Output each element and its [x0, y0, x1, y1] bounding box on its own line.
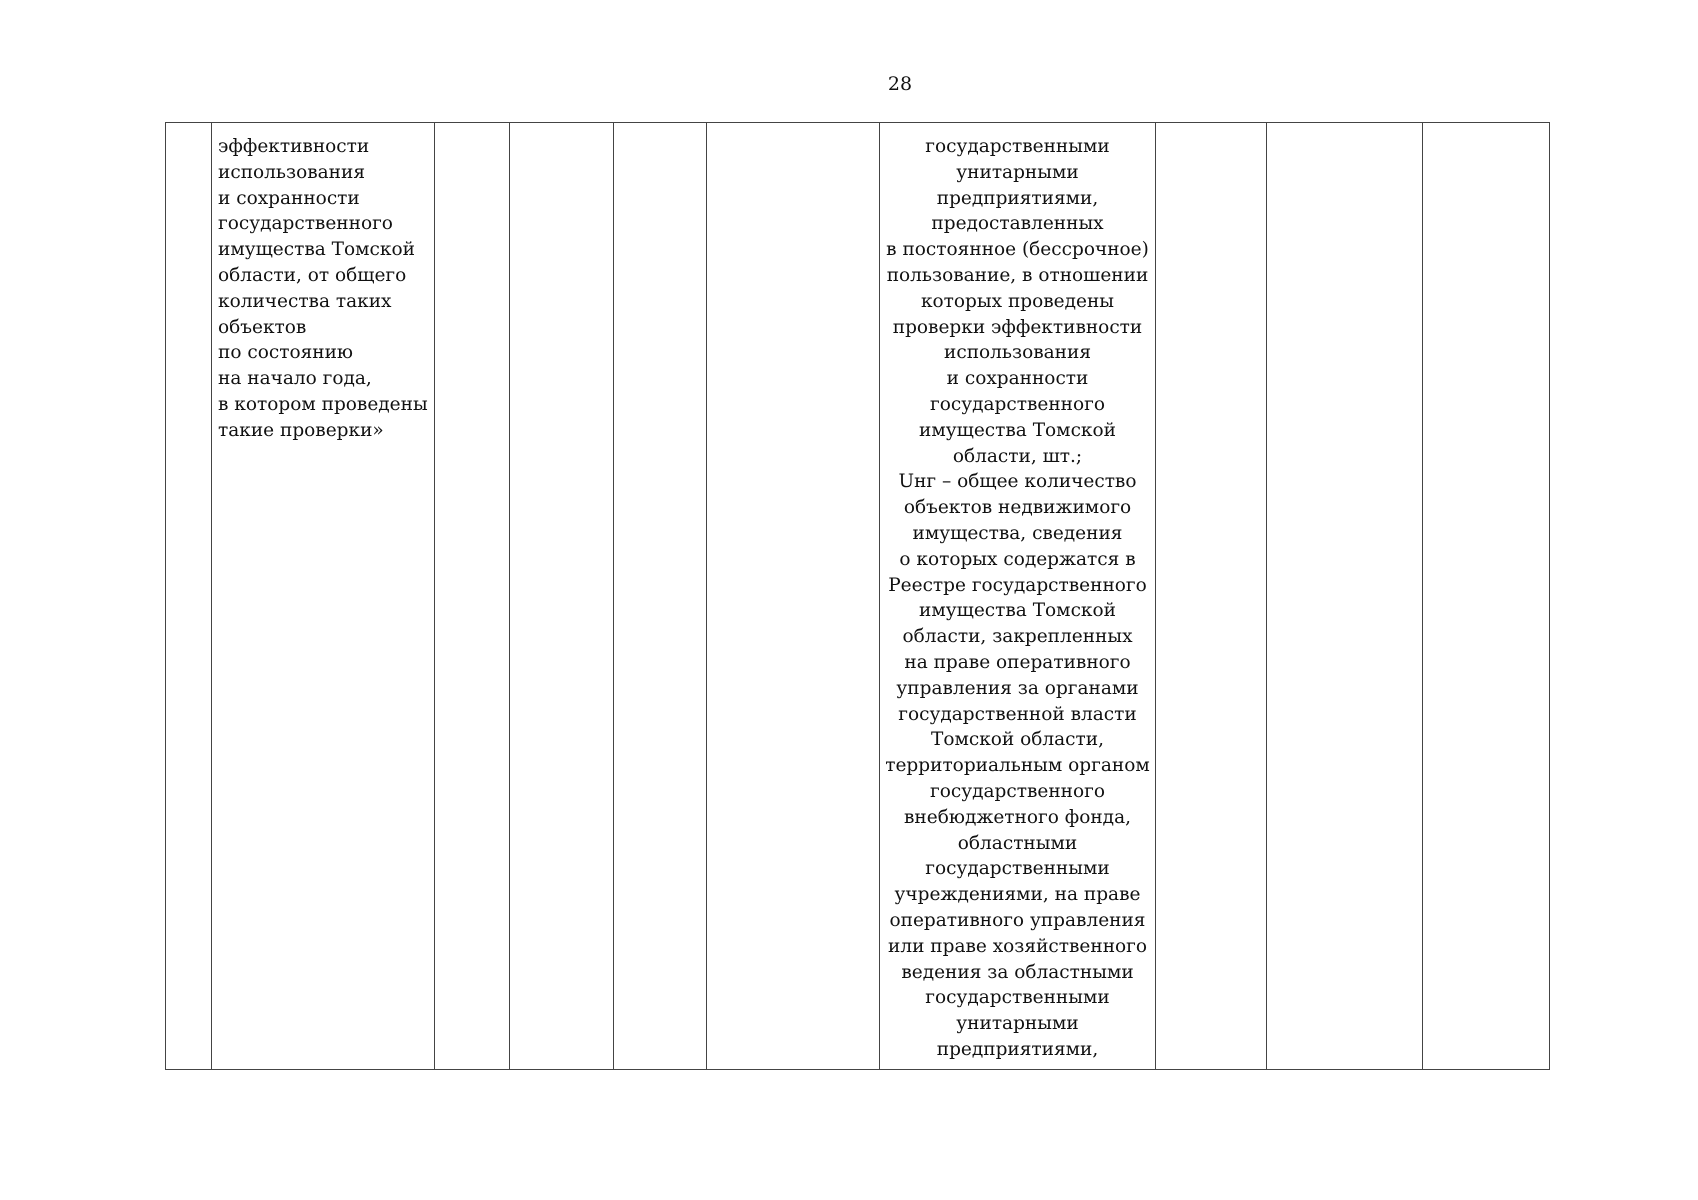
formula-line: имущества Томской [919, 419, 1116, 441]
formula-line: области, шт.; [952, 445, 1083, 467]
indicator-line: на начало года, [218, 368, 372, 390]
formula-line: о которых содержатся в [899, 548, 1136, 570]
formula-line: управления за органами [896, 677, 1139, 699]
indicator-line: области, от общего [218, 264, 407, 286]
table-cell-empty [707, 123, 880, 1070]
indicator-line: такие проверки» [218, 419, 384, 441]
formula-line: пользование, в отношении [886, 264, 1149, 286]
formula-line: и сохранности [946, 368, 1089, 390]
indicator-line: имущества Томской [218, 239, 415, 261]
formula-line: учреждениями, на праве [894, 884, 1141, 906]
formula-line: предоставленных [931, 213, 1104, 235]
indicator-line: эффективности [218, 136, 370, 157]
formula-line: объектов недвижимого [903, 497, 1132, 519]
formula-line: Томской области, [930, 729, 1104, 751]
formula-line: Uнг – общее количество [898, 471, 1137, 493]
indicator-line: в котором проведены [218, 393, 428, 415]
indicator-line: объектов [218, 316, 307, 338]
formula-line: проверки эффективности [892, 316, 1143, 338]
formula-line: использования [944, 342, 1091, 364]
indicator-line: количества таких [218, 290, 392, 312]
formula-line: государственной власти [898, 703, 1137, 725]
formula-line: внебюджетного фонда, [904, 806, 1131, 828]
formula-line: областными [957, 832, 1078, 854]
formula-line: государственными [925, 136, 1110, 157]
formula-line: в постоянное (бессрочное) [886, 239, 1149, 261]
formula-line: или праве хозяйственного [888, 935, 1147, 957]
formula-line: государственными [925, 858, 1110, 880]
table-row [166, 123, 1550, 1070]
indicator-line: и сохранности [218, 187, 360, 209]
formula-line: области, закрепленных [902, 626, 1133, 648]
formula-line: унитарными [956, 1013, 1079, 1035]
formula-line: имущества Томской [919, 600, 1116, 622]
page-number: 28 [887, 73, 913, 95]
formula-line: государственного [930, 780, 1105, 802]
formula-line: на праве оперативного [904, 651, 1131, 673]
table-cell-formula [880, 123, 1156, 1070]
formula-line: территориальным органом [885, 755, 1150, 777]
formula-text [880, 123, 1155, 1063]
table-cell-empty [614, 123, 707, 1070]
formula-line: имущества, сведения [912, 522, 1123, 544]
table-cell-empty [510, 123, 614, 1070]
formula-line: оперативного управления [889, 909, 1146, 931]
table-cell-empty [1156, 123, 1267, 1070]
formula-line: Реестре государственного [888, 574, 1147, 596]
formula-line: предприятиями, [936, 1038, 1099, 1060]
formula-line: предприятиями, [936, 187, 1099, 209]
formula-line: государственными [925, 987, 1110, 1009]
formula-line: государственного [930, 393, 1105, 415]
indicator-line: использования [218, 161, 365, 183]
indicator-line: по состоянию [218, 342, 354, 364]
table-cell-empty [1423, 123, 1550, 1070]
table-cell-indicator [212, 123, 435, 1070]
formula-line: ведения за областными [901, 961, 1134, 983]
table-cell-empty [435, 123, 510, 1070]
table-cell-empty [1267, 123, 1423, 1070]
indicator-text [212, 123, 434, 444]
formula-line: которых проведены [920, 290, 1115, 312]
indicator-table [165, 122, 1550, 1070]
formula-line: унитарными [956, 161, 1079, 183]
table-cell-number [166, 123, 212, 1070]
indicator-line: государственного [218, 213, 393, 235]
